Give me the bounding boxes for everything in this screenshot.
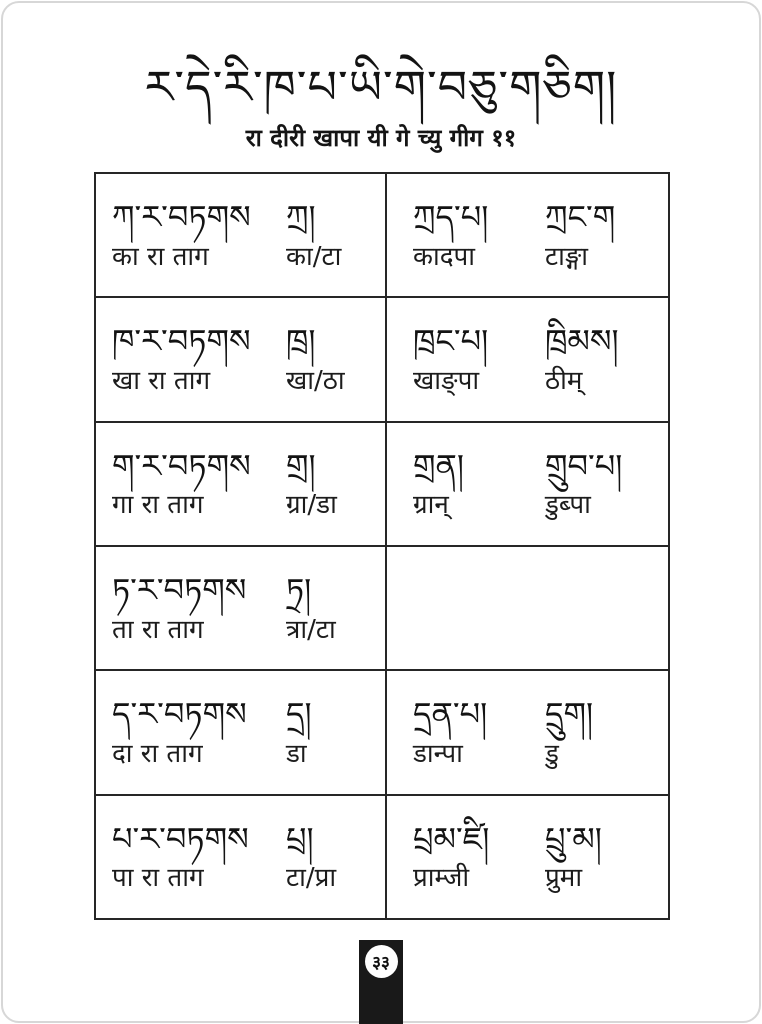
tibetan-text: གྲན།	[413, 446, 464, 485]
table-cell-right	[385, 423, 668, 545]
syllable-entry	[112, 323, 286, 395]
tibetan-text: ཁ་ར་བཏགས	[112, 322, 251, 361]
table-cell-right	[385, 298, 668, 420]
tibetan-text: ཀྲད་པ།	[413, 197, 489, 236]
table-row	[96, 545, 668, 669]
syllable-entry	[286, 572, 336, 644]
syllable-entry	[545, 448, 622, 520]
table-cell-right	[385, 796, 668, 918]
syllable-entry	[286, 199, 341, 271]
syllable-entry	[545, 696, 593, 768]
table-row	[96, 174, 668, 296]
syllable-entry	[112, 821, 286, 893]
table-cell-right-empty	[385, 547, 668, 669]
page-number: ३३	[372, 953, 390, 973]
table-cell-left	[96, 423, 385, 545]
devanagari-text: दा रा ताग	[112, 739, 203, 770]
devanagari-text: ग्रा/डा	[286, 490, 337, 521]
syllable-entry	[112, 448, 286, 520]
tibetan-text: པྲུ་མ།	[545, 819, 602, 858]
tibetan-text: པ་ར་བཏགས	[112, 819, 249, 858]
devanagari-text: का/टा	[286, 241, 342, 272]
table-cell-left	[96, 174, 385, 296]
syllable-entry	[286, 821, 336, 893]
tibetan-text: པྲ།	[286, 819, 314, 858]
devanagari-text: ग्रान्	[413, 490, 449, 521]
syllable-entry	[286, 448, 337, 520]
devanagari-text: खाङ्पा	[413, 366, 480, 397]
page-header	[0, 62, 762, 154]
syllable-entry	[413, 199, 545, 271]
tibetan-text: ཀྲང་ག	[545, 197, 616, 236]
tibetan-text: ཁྲ།	[286, 322, 316, 361]
tibetan-text: དྲན་པ།	[413, 695, 488, 734]
page-subtitle-devanagari: रा दीरी खापा यी गे च्यु गीग ११	[245, 123, 517, 152]
devanagari-text: का रा ताग	[112, 241, 209, 272]
devanagari-text: टा/प्रा	[286, 863, 337, 894]
letters-table	[94, 172, 670, 920]
syllable-entry	[112, 696, 286, 768]
syllable-entry	[112, 572, 286, 644]
devanagari-text: खा रा ताग	[112, 366, 211, 397]
tibetan-text: དྲུག།	[545, 695, 594, 734]
syllable-entry	[545, 323, 619, 395]
tibetan-text: ཁྲིམས།	[545, 322, 619, 361]
devanagari-text: प्रुमा	[545, 863, 583, 894]
table-cell-left	[96, 298, 385, 420]
page-title-tibetan: ར་དེ་རི་ཁ་པ་ཡི་གེ་བཅུ་གཅིག།	[144, 60, 618, 114]
tibetan-text: གྲུབ་པ།	[545, 446, 623, 485]
table-row	[96, 421, 668, 545]
syllable-entry	[112, 199, 286, 271]
table-row	[96, 669, 668, 793]
syllable-entry	[286, 696, 312, 768]
table-cell-left	[96, 547, 385, 669]
devanagari-text: टाङ्गा	[545, 241, 589, 272]
devanagari-text: कादपा	[413, 241, 476, 272]
tibetan-text: གྲ།	[286, 446, 316, 485]
devanagari-text: खा/ठा	[286, 366, 345, 397]
devanagari-text: ठीम्	[545, 366, 583, 397]
syllable-entry	[545, 199, 615, 271]
devanagari-text: गा रा ताग	[112, 490, 204, 521]
devanagari-text: डु	[545, 739, 559, 770]
table-row	[96, 296, 668, 420]
syllable-entry	[413, 448, 545, 520]
page-number-tab	[359, 940, 403, 1024]
tibetan-text: ཏ་ར་བཏགས	[112, 570, 247, 609]
devanagari-text: प्राम्जी	[413, 863, 470, 894]
tibetan-text: ཏྲ།	[286, 570, 312, 609]
table-cell-right	[385, 671, 668, 793]
syllable-entry	[413, 821, 545, 893]
devanagari-text: पा रा ताग	[112, 863, 204, 894]
devanagari-text: डुब्पा	[545, 490, 591, 521]
table-cell-right	[385, 174, 668, 296]
tibetan-text: ཀྲ།	[286, 197, 316, 236]
syllable-entry	[286, 323, 345, 395]
table-cell-left	[96, 671, 385, 793]
tibetan-text: དྲ།	[286, 695, 312, 734]
syllable-entry	[413, 696, 545, 768]
tibetan-text: ག་ར་བཏགས	[112, 446, 251, 485]
syllable-entry	[413, 323, 545, 395]
devanagari-text: डान्पा	[413, 739, 463, 770]
page-number-circle	[365, 945, 398, 978]
tibetan-text: པྲམ་ཛི།	[413, 819, 490, 858]
devanagari-text: त्रा/टा	[286, 614, 336, 645]
tibetan-text: ཁྲང་པ།	[413, 322, 489, 361]
tibetan-text: ཀ་ར་བཏགས	[112, 197, 251, 236]
table-row	[96, 794, 668, 918]
syllable-entry	[545, 821, 602, 893]
table-cell-left	[96, 796, 385, 918]
tibetan-text: ད་ར་བཏགས	[112, 695, 247, 734]
devanagari-text: ता रा ताग	[112, 614, 204, 645]
devanagari-text: डा	[286, 739, 307, 770]
